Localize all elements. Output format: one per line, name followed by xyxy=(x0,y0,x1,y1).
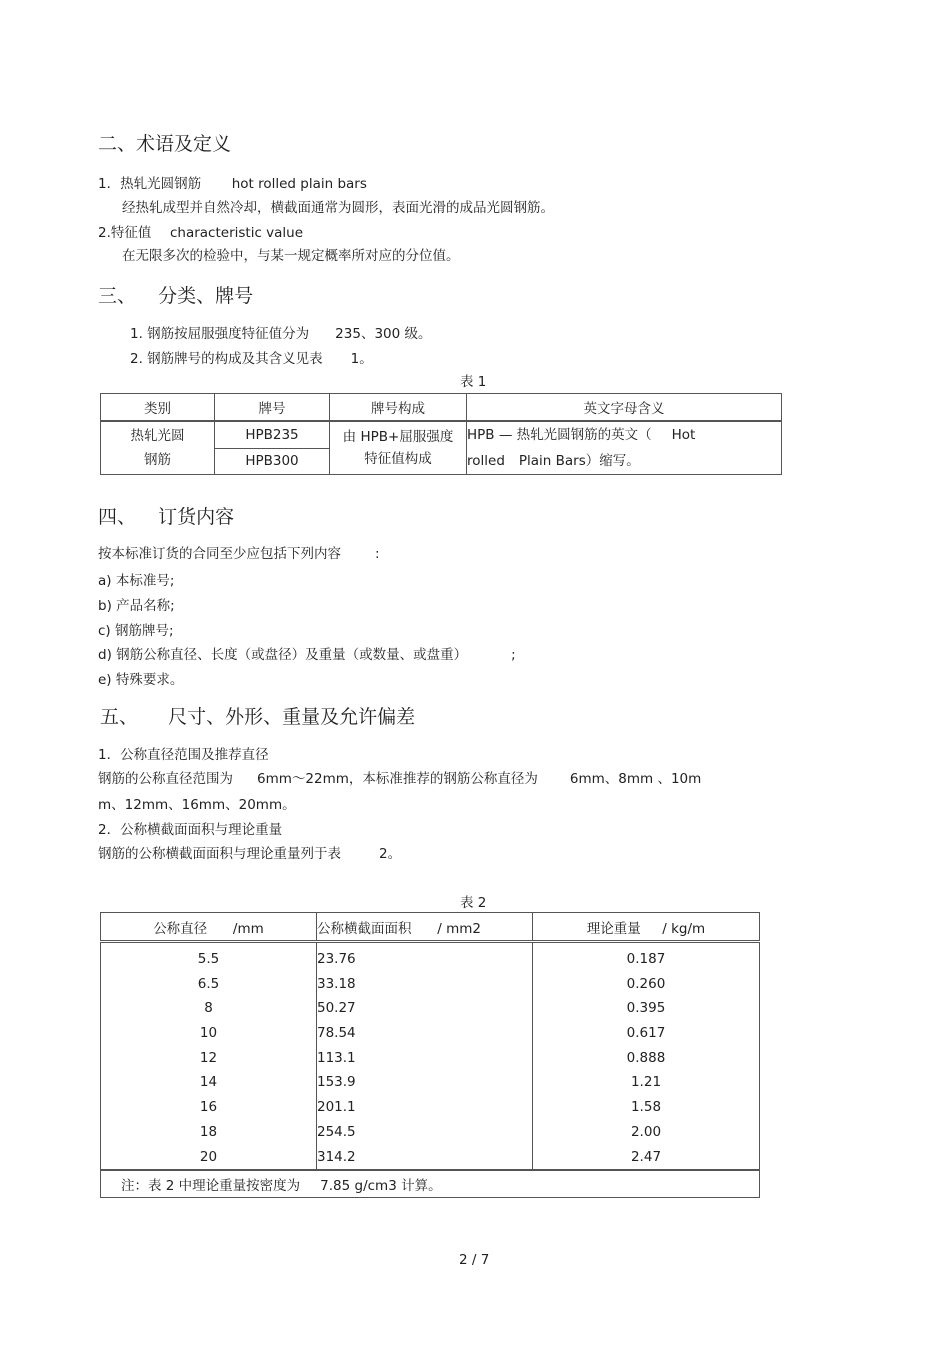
term-1-desc: 经热轧成型并自然冷却，横截面通常为圆形，表面光滑的成品光圆钢筋。 xyxy=(122,200,554,216)
t2-diameter: 20 xyxy=(199,1148,218,1165)
t2-area: 23.76 xyxy=(317,951,356,967)
t2-diameter: 5.5 xyxy=(197,951,220,967)
t2-diameter: 8 xyxy=(204,1000,213,1017)
t2-diameter: 6.5 xyxy=(197,975,220,992)
t2-area: 50.27 xyxy=(317,1000,356,1017)
t2-weight: 1.21 xyxy=(630,1074,662,1091)
section-4-title xyxy=(98,502,234,529)
grade-item-2-a: 2. 钢筋牌号的构成及其含义见表 xyxy=(130,351,323,367)
t2-weight: 2.00 xyxy=(630,1123,662,1140)
term-2-desc: 在无限多次的检验中，与某一规定概率所对应的分位值。 xyxy=(122,248,460,264)
dim-item-2-a: 钢筋的公称横截面面积与理论重量列于表 xyxy=(98,846,341,862)
t2-area: 201.1 xyxy=(317,1099,356,1116)
term-1-title xyxy=(98,172,367,192)
grade-item-1-a: 1. 钢筋按屈服强度特征值分为 xyxy=(130,326,310,342)
t2-weight: 2.47 xyxy=(630,1148,662,1165)
term-2-en: characteristic value xyxy=(169,225,304,241)
t1-category-line2: 钢筋 xyxy=(144,452,171,468)
t2-area: 78.54 xyxy=(317,1025,356,1042)
order-item-e: e) 特殊要求。 xyxy=(98,672,184,688)
order-item-c: c) 钢筋牌号; xyxy=(98,623,174,639)
t2-diameter: 10 xyxy=(199,1025,218,1042)
t1-meaning-line2 xyxy=(467,448,781,474)
order-intro xyxy=(98,542,380,562)
dim-line1-b: 6mm～22mm，本标准推荐的钢筋公称直径为 xyxy=(257,771,538,787)
t2-area: 113.1 xyxy=(317,1049,356,1066)
t2-header-area: 公称横截面面积 / mm2 xyxy=(317,913,533,942)
dim-line1-c: 6mm、8mm 、10m xyxy=(569,771,702,787)
t2-diameter: 16 xyxy=(199,1099,218,1116)
t1-meaning-2b: Plain Bars）缩写。 xyxy=(518,453,640,469)
t2-header-diameter: 公称直径 /mm xyxy=(101,913,317,942)
t1-header-grade: 牌号 xyxy=(215,394,330,422)
t2-note-a: 注：表 2 中理论重量按密度为 xyxy=(121,1178,301,1195)
term-1-en: hot rolled plain bars xyxy=(231,176,367,192)
t1-header-composition: 牌号构成 xyxy=(330,394,467,422)
t2-area: 33.18 xyxy=(317,975,356,992)
t1-composition-line1: 由 HPB+屈服强度 xyxy=(342,429,454,445)
t2-weight: 0.187 xyxy=(626,951,666,967)
section-5-text: 尺寸、外形、重量及允许偏差 xyxy=(168,706,416,728)
grade-item-2 xyxy=(130,347,373,367)
t2-weight: 0.617 xyxy=(626,1025,666,1042)
grade-item-1-b: 235、300 级。 xyxy=(335,326,432,342)
table-2-caption: 表 2 xyxy=(460,895,487,911)
t1-meaning-1a: HPB — 热轧光圆钢筋的英文（ xyxy=(467,427,652,443)
order-item-d xyxy=(98,643,516,663)
section-5-num: 五、 xyxy=(100,706,139,728)
order-intro-colon: : xyxy=(375,546,380,562)
table-1 xyxy=(100,393,782,475)
section-5-title xyxy=(100,702,415,729)
dim-item-2-line xyxy=(98,842,401,862)
dim-item-1-line1 xyxy=(98,767,701,787)
order-item-b: b) 产品名称; xyxy=(98,598,175,614)
grade-item-2-b: 1。 xyxy=(350,351,373,367)
section-3-text: 分类、牌号 xyxy=(158,285,254,307)
t1-meaning-2a: rolled xyxy=(467,453,505,469)
t1-category-line1: 热轧光圆 xyxy=(130,428,185,444)
t2-note-b: 7.85 g/cm3 计算。 xyxy=(320,1178,442,1195)
t2-weight-col xyxy=(533,942,760,1171)
term-1-cn: 1．热轧光圆钢筋 xyxy=(98,176,202,192)
t2-diameter: 12 xyxy=(199,1049,218,1066)
dim-item-1-title: 1．公称直径范围及推荐直径 xyxy=(98,747,269,763)
dim-item-2-b: 2。 xyxy=(379,846,402,862)
t2-weight: 1.58 xyxy=(630,1099,662,1116)
dim-item-1-line2: m、12mm、16mm、20mm。 xyxy=(98,797,296,813)
t2-weight: 0.395 xyxy=(626,1000,666,1017)
table-2 xyxy=(100,912,760,1198)
t2-area: 254.5 xyxy=(317,1123,356,1140)
page-number: 2 / 7 xyxy=(459,1252,490,1268)
section-3-num: 三、 xyxy=(98,285,137,307)
t1-grade-2: HPB300 xyxy=(215,448,330,475)
t2-area-col xyxy=(317,942,533,1171)
t2-diameter-col xyxy=(101,942,317,1171)
section-2-title: 二、术语及定义 xyxy=(98,133,232,155)
section-4-num: 四、 xyxy=(98,506,137,528)
t2-header-weight: 理论重量 / kg/m xyxy=(533,913,760,942)
order-item-a: a) 本标准号; xyxy=(98,573,175,589)
term-2-cn: 2.特征值 xyxy=(98,225,152,241)
t1-meaning-cell xyxy=(467,421,782,475)
order-item-d-tail: ; xyxy=(511,647,516,663)
order-intro-text: 按本标准订货的合同至少应包括下列内容 xyxy=(98,546,341,562)
dim-line1-a: 钢筋的公称直径范围为 xyxy=(98,771,233,787)
t2-note xyxy=(101,1170,760,1198)
t2-area: 153.9 xyxy=(317,1074,356,1091)
t2-area: 314.2 xyxy=(317,1148,356,1165)
t1-header-category: 类别 xyxy=(101,394,215,422)
section-3-title xyxy=(98,281,253,308)
dim-item-2-title: 2．公称横截面面积与理论重量 xyxy=(98,822,283,838)
t1-grade-1: HPB235 xyxy=(215,421,330,448)
section-4-text: 订货内容 xyxy=(158,506,235,528)
t1-header-meaning: 英文字母含义 xyxy=(467,394,782,422)
grade-item-1 xyxy=(130,322,432,342)
t1-composition-cell xyxy=(330,421,467,475)
t2-diameter: 18 xyxy=(199,1123,218,1140)
t1-category-cell xyxy=(101,421,215,475)
order-item-d-text: d) 钢筋公称直径、长度（或盘径）及重量（或数量、或盘重） xyxy=(98,647,468,663)
term-2-title xyxy=(98,221,303,241)
t1-meaning-line1 xyxy=(467,422,781,448)
t2-weight: 0.888 xyxy=(626,1049,666,1066)
t2-weight: 0.260 xyxy=(626,975,666,992)
t2-diameter: 14 xyxy=(199,1074,218,1091)
t1-composition-line2: 特征值构成 xyxy=(364,451,432,467)
table-1-caption: 表 1 xyxy=(460,374,487,390)
t1-meaning-1b: Hot xyxy=(671,427,696,443)
